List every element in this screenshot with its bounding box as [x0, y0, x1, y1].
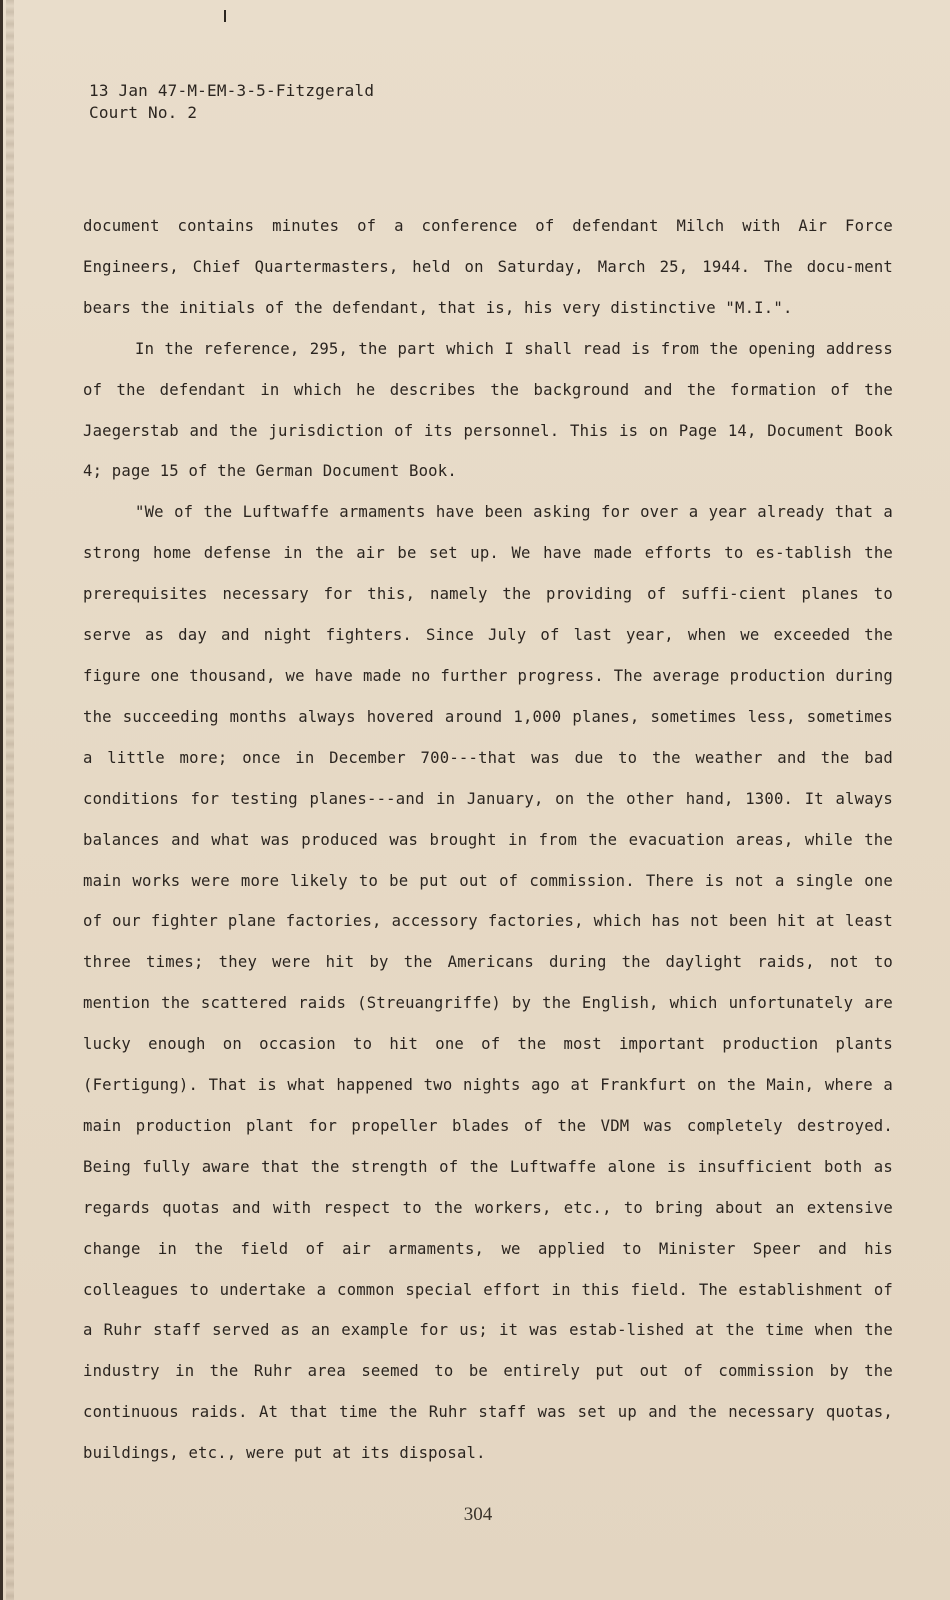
- paragraph-2: In the reference, 295, the part which I shall read is from the opening address of the defendant in which he describes the background and the formation of the Jaegerstab and the jurisdiction of its personnel. This is on Page 14, Document Book 4; page 15 of the German Document Book.: [83, 339, 893, 481]
- document-header: [89, 80, 374, 124]
- paragraph-3: "We of the Luftwaffe armaments have been asking for over a year already that a strong home defense in the air be set up. We have made efforts to es-tablish the prerequisites necessary for this, namely the providing of suffi-cient planes to serve as day and night fighters. Since July of last year, when we exceeded the figure one thousand, we have made no further progress. The average production during the succeeding months always hovered around 1,000 planes, sometimes less, sometimes a little more; once in December 700---that was due to the weather and the bad conditions for testing planes---and in January, on the other hand, 1300. It always balances and what was produced was brought in from the evacuation areas, while the main works were more likely to be put out of commission. There is not a single one of our fighter plane factories, accessory factories, which has not been hit at least three times; they were hit by the Americans during the daylight raids, not to mention the scattered raids (Streuangriffe) by the English, which unfortunately are lucky enough on occasion to hit one of the most important production plants (Fertigung). That is what happened two nights ago at Frankfurt on the Main, where a main production plant for propeller blades of the VDM was completely destroyed. Being fully aware that the strength of the Luftwaffe alone is insufficient both as regards quotas and with respect to the workers, etc., to bring about an extensive change in the field of air armaments, we applied to Minister Speer and his colleagues to undertake a common special effort in this field. The establishment of a Ruhr staff served as an example for us; it was estab-lished at the time when the industry in the Ruhr area seemed to be entirely put out of commission by the continuous raids. At that time the Ruhr staff was set up and the necessary quotas, buildings, etc., were put at its disposal.: [83, 503, 893, 1463]
- document-body: [83, 206, 893, 1474]
- paper-edge: [6, 0, 14, 1600]
- page-number: 304: [463, 1504, 493, 1525]
- paragraph-1: document contains minutes of a conference of defendant Milch with Air Force Engineers, Chief Quartermasters, held on Saturday, March 25, 1944. The docu-ment bears the initials of the defendant, that is, his very distinctive "M.I.".: [83, 217, 893, 317]
- header-reference: 13 Jan 47-M-EM-3-5-Fitzgerald: [89, 81, 375, 100]
- header-court: Court No. 2: [89, 103, 198, 122]
- ink-mark: [224, 10, 226, 22]
